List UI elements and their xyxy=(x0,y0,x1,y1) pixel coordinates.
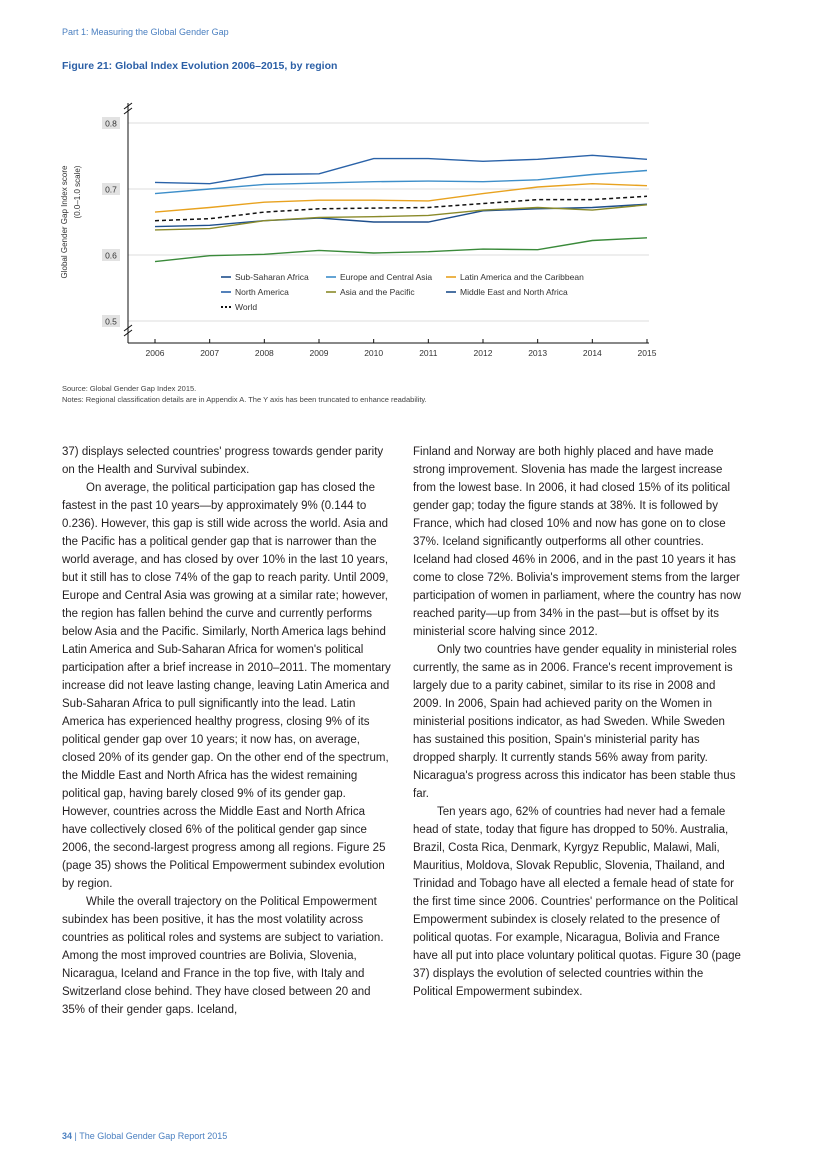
legend-label: North America xyxy=(235,287,289,297)
series-line-north-america xyxy=(155,155,647,183)
legend-label: World xyxy=(235,302,258,312)
x-tick-label: 2013 xyxy=(528,348,548,358)
x-tick-label: 2011 xyxy=(419,348,438,358)
body-column-left xyxy=(62,443,392,1019)
x-tick-label: 2008 xyxy=(254,348,274,358)
body-column-right xyxy=(413,443,743,1001)
y-tick-label: 0.5 xyxy=(105,316,117,327)
paragraph: On average, the political participation gap has closed the fastest in the past 10 years—by approximately 9% (0.144 to 0.236). However, this gap is still wide across the world. Asia and the Pacific has a political gender gap that is narrower than the world average, and has closed by over 10% in the last 10 years, but it still has to close 74% of the gap to reach parity. Until 2009, Europe and Central Asia was growing at a similar rate; however, the region has fallen behind the curve and currently performs below Asia and the Pacific. Similarly, North America lags behind Latin America and Sub-Saharan Africa for women's political participation after a brief increase in 2010–2011. The momentary increase did not leave lasting change, leaving Latin America and Sub-Saharan Africa to pull significantly into the lead. Latin America has experienced healthy progress, closing 9% of its political gender gap over 10 years; it now has, on average, closed 20% of its gender gap. On the other end of the spectrum, the Middle East and North Africa has the widest remaining political gap, having barely closed 9% of its gender gap. However, countries across the Middle East and North Africa have collectively closed 6% of the political gender gap since 2006, the second-largest progress among all regions. Figure 25 (page 35) shows the Political Empowerment subindex evolution by region. xyxy=(62,482,391,890)
x-tick-label: 2009 xyxy=(309,348,329,358)
legend-label: Latin America and the Caribbean xyxy=(460,272,584,282)
x-tick-label: 2012 xyxy=(473,348,493,358)
x-tick-label: 2014 xyxy=(582,348,602,358)
paragraph: Finland and Norway are both highly placed and have made strong improvement. Slovenia has made the largest increase from the lowest base. In 2006, it had closed 15% of its political gender gap; today the figure stands at 38%. It is followed by France, which had closed 10% and now has gone on to close 37%. Iceland significantly outperforms all other countries. Iceland had closed 46% in 2006, and in the past 10 years it has come to close 72%. Bolivia's improvement stems from the larger participation of women in parliament, where the country has now reached parity—up from 34% in the past—but is offset by its ministerial score halving since 2012. xyxy=(413,446,741,638)
y-axis-subtitle: (0.0–1.0 scale) xyxy=(73,165,82,219)
figure-title: Figure 21: Global Index Evolution 2006–2015, by region xyxy=(62,60,338,72)
x-tick-label: 2007 xyxy=(200,348,220,358)
report-title: The Global Gender Gap Report 2015 xyxy=(79,1131,228,1141)
page-number: 34 xyxy=(62,1131,73,1141)
y-tick-label: 0.8 xyxy=(105,118,117,129)
y-tick-label: 0.6 xyxy=(105,250,117,261)
y-tick-label: 0.7 xyxy=(105,184,117,195)
series-line-middle-east-and-north-africa xyxy=(155,238,647,262)
legend-label: Europe and Central Asia xyxy=(340,272,433,282)
legend-label: Asia and the Pacific xyxy=(340,287,415,297)
paragraph: 37) displays selected countries' progress towards gender parity on the Health and Survival subindex. xyxy=(62,446,384,476)
series-line-asia-and-the-pacific xyxy=(155,205,647,230)
source-line: Source: Global Gender Gap Index 2015. xyxy=(62,384,197,393)
x-tick-label: 2015 xyxy=(637,348,657,358)
series-line-europe-and-central-asia xyxy=(155,171,647,194)
line-chart xyxy=(55,95,675,370)
notes-line: Notes: Regional classification details are in Appendix A. The Y axis has been truncated to enhance readability. xyxy=(62,395,427,404)
running-header: Part 1: Measuring the Global Gender Gap xyxy=(62,27,229,37)
figure-source xyxy=(62,383,427,405)
legend-label: Sub-Saharan Africa xyxy=(235,272,309,282)
y-axis-title: Global Gender Gap Index score xyxy=(60,165,69,279)
paragraph: While the overall trajectory on the Political Empowerment subindex has been positive, it has the most volatility across countries as political roles and systems are subject to variation. Among the most improved countries are Bolivia, Slovenia, Nicaragua, Iceland and France in the top five, with Italy and Switzerland close behind. They have closed between 20 and 35% of their gender gaps. Iceland, xyxy=(62,896,384,1016)
x-tick-label: 2006 xyxy=(145,348,165,358)
paragraph: Only two countries have gender equality in ministerial roles currently, the same as in 2006. France's recent improvement is largely due to a parity cabinet, similar to its rise in 2008 and 2009. In 2006, Spain had achieved parity on the Women in ministerial positions indicator, as had Sweden. While Sweden has sustained this position, Spain's ministerial parity has dropped sharply. It currently stands 56% away from parity. Nicaragua's progress across this indicator has been stable thus far. xyxy=(413,644,737,800)
page-footer xyxy=(62,1131,227,1141)
paragraph: Ten years ago, 62% of countries had never had a female head of state, today that figure has dropped to 50%. Australia, Brazil, Costa Rica, Denmark, Kyrgyz Republic, Malawi, Mali, Mauritius, Moldova, Slovak Republic, Slovenia, Thailand, and Trinidad and Tobago have all elected a female head of state for the first time since 2006. Countries' performance on the Political Empowerment subindex is closely related to the presence of political quotas. For example, Nicaragua, Bolivia and France have all put into place voluntary political quotas. Figure 30 (page 37) displays the evolution of selected countries within the Political Empowerment subindex. xyxy=(413,806,741,998)
x-tick-label: 2010 xyxy=(364,348,384,358)
footer-separator: | xyxy=(74,1131,77,1141)
legend-label: Middle East and North Africa xyxy=(460,287,568,297)
